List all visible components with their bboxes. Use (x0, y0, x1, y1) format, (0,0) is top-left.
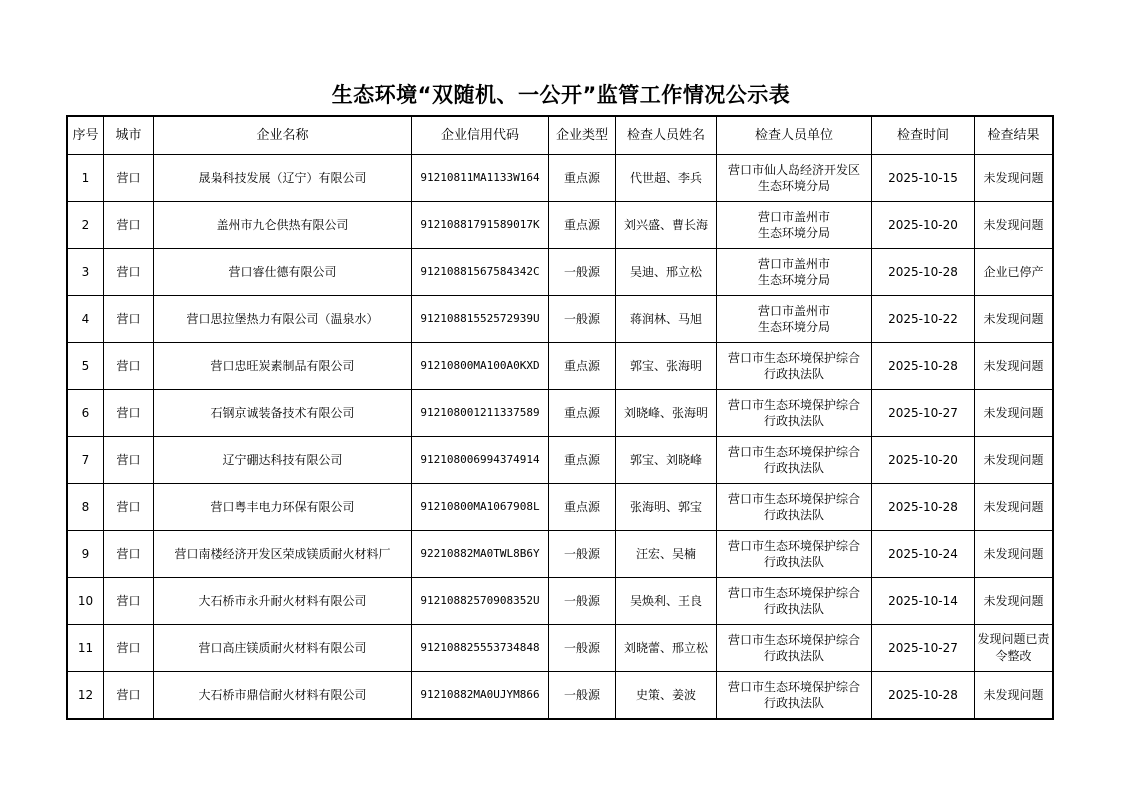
cell-date: 2025-10-27 (872, 625, 975, 672)
cell-unit: 营口市生态环境保护综合 行政执法队 (717, 343, 872, 390)
cell-type: 重点源 (549, 343, 616, 390)
table-row (68, 578, 1053, 625)
table-row (68, 437, 1053, 484)
cell-result: 未发现问题 (975, 155, 1053, 202)
cell-result: 发现问题已责令整改 (975, 625, 1053, 672)
table-row (68, 484, 1053, 531)
cell-date: 2025-10-28 (872, 343, 975, 390)
cell-no: 4 (68, 296, 104, 343)
cell-credit-code: 91210882555373484​8 (412, 625, 549, 672)
header-unit: 检查人员单位 (717, 117, 872, 155)
cell-type: 一般源 (549, 578, 616, 625)
cell-no: 8 (68, 484, 104, 531)
cell-company: 营口南楼经济开发区荣成镁质耐火材料厂 (154, 531, 412, 578)
cell-company: 营口高庄镁质耐火材料有限公司 (154, 625, 412, 672)
cell-unit: 营口市盖州市 生态环境分局 (717, 296, 872, 343)
cell-company: 营口思拉堡热力有限公司（温泉水） (154, 296, 412, 343)
cell-result: 未发现问题 (975, 484, 1053, 531)
header-type: 企业类型 (549, 117, 616, 155)
cell-credit-code: 91210882MA0UJYM866 (412, 672, 549, 719)
cell-result: 未发现问题 (975, 531, 1053, 578)
cell-type: 重点源 (549, 202, 616, 249)
cell-inspectors: 刘兴盛、曹长海 (616, 202, 717, 249)
cell-inspectors: 吴迪、邢立松 (616, 249, 717, 296)
cell-inspectors: 史策、姜波 (616, 672, 717, 719)
cell-no: 1 (68, 155, 104, 202)
cell-unit: 营口市盖州市 生态环境分局 (717, 249, 872, 296)
cell-city: 营口 (104, 531, 154, 578)
cell-no: 9 (68, 531, 104, 578)
cell-result: 未发现问题 (975, 202, 1053, 249)
cell-credit-code: 91210881552572939U (412, 296, 549, 343)
header-result: 检查结果 (975, 117, 1053, 155)
cell-no: 7 (68, 437, 104, 484)
cell-type: 一般源 (549, 296, 616, 343)
cell-inspectors: 代世超、李兵 (616, 155, 717, 202)
cell-company: 营口忠旺炭素制品有限公司 (154, 343, 412, 390)
cell-result: 企业已停产 (975, 249, 1053, 296)
cell-date: 2025-10-28 (872, 672, 975, 719)
table-row (68, 531, 1053, 578)
header-city: 城市 (104, 117, 154, 155)
cell-unit: 营口市生态环境保护综合 行政执法队 (717, 437, 872, 484)
cell-inspectors: 刘晓峰、张海明 (616, 390, 717, 437)
cell-date: 2025-10-15 (872, 155, 975, 202)
cell-city: 营口 (104, 155, 154, 202)
table-header-row (68, 117, 1053, 155)
cell-inspectors: 蒋润林、马旭 (616, 296, 717, 343)
cell-inspectors: 郭宝、张海明 (616, 343, 717, 390)
cell-type: 重点源 (549, 390, 616, 437)
header-date: 检查时间 (872, 117, 975, 155)
cell-type: 一般源 (549, 625, 616, 672)
cell-type: 重点源 (549, 437, 616, 484)
cell-company: 辽宁硼达科技有限公司 (154, 437, 412, 484)
cell-city: 营口 (104, 484, 154, 531)
cell-city: 营口 (104, 437, 154, 484)
cell-city: 营口 (104, 343, 154, 390)
cell-result: 未发现问题 (975, 672, 1053, 719)
cell-date: 2025-10-24 (872, 531, 975, 578)
cell-date: 2025-10-28 (872, 484, 975, 531)
cell-city: 营口 (104, 202, 154, 249)
table-row (68, 343, 1053, 390)
cell-company: 大石桥市永升耐火材料有限公司 (154, 578, 412, 625)
cell-no: 2 (68, 202, 104, 249)
cell-no: 6 (68, 390, 104, 437)
table-row (68, 390, 1053, 437)
cell-credit-code: 91210800MA100A0KXD (412, 343, 549, 390)
cell-type: 重点源 (549, 484, 616, 531)
cell-date: 2025-10-28 (872, 249, 975, 296)
cell-credit-code: 91210811MA1133W164 (412, 155, 549, 202)
table-row (68, 672, 1053, 719)
table-row (68, 296, 1053, 343)
cell-type: 重点源 (549, 155, 616, 202)
cell-company: 营口睿仕德有限公司 (154, 249, 412, 296)
cell-date: 2025-10-27 (872, 390, 975, 437)
cell-type: 一般源 (549, 249, 616, 296)
cell-result: 未发现问题 (975, 343, 1053, 390)
cell-unit: 营口市生态环境保护综合 行政执法队 (717, 625, 872, 672)
cell-credit-code: 91210800699437491​4 (412, 437, 549, 484)
table-row (68, 249, 1053, 296)
cell-company: 大石桥市鼎信耐火材料有限公司 (154, 672, 412, 719)
cell-inspectors: 吴焕利、王良 (616, 578, 717, 625)
header-credit-code: 企业信用代码 (412, 117, 549, 155)
cell-credit-code: 91210881567584342C (412, 249, 549, 296)
cell-type: 一般源 (549, 672, 616, 719)
cell-no: 10 (68, 578, 104, 625)
cell-date: 2025-10-20 (872, 437, 975, 484)
cell-inspectors: 张海明、郭宝 (616, 484, 717, 531)
cell-result: 未发现问题 (975, 296, 1053, 343)
cell-date: 2025-10-14 (872, 578, 975, 625)
cell-no: 11 (68, 625, 104, 672)
cell-result: 未发现问题 (975, 437, 1053, 484)
cell-company: 营口粤丰电力环保有限公司 (154, 484, 412, 531)
header-inspectors: 检查人员姓名 (616, 117, 717, 155)
cell-credit-code: 91210881791589017K (412, 202, 549, 249)
cell-unit: 营口市盖州市 生态环境分局 (717, 202, 872, 249)
cell-unit: 营口市生态环境保护综合 行政执法队 (717, 390, 872, 437)
cell-company: 盖州市九仑供热有限公司 (154, 202, 412, 249)
table-row (68, 202, 1053, 249)
cell-date: 2025-10-22 (872, 296, 975, 343)
cell-city: 营口 (104, 390, 154, 437)
header-company: 企业名称 (154, 117, 412, 155)
cell-no: 5 (68, 343, 104, 390)
table-row (68, 155, 1053, 202)
cell-type: 一般源 (549, 531, 616, 578)
cell-no: 3 (68, 249, 104, 296)
cell-company: 石钢京诚装备技术有限公司 (154, 390, 412, 437)
inspection-table (67, 116, 1053, 719)
cell-credit-code: 91210800MA1067908L (412, 484, 549, 531)
cell-city: 营口 (104, 249, 154, 296)
cell-result: 未发现问题 (975, 390, 1053, 437)
cell-credit-code: 91210882570908352U (412, 578, 549, 625)
cell-inspectors: 郭宝、刘晓峰 (616, 437, 717, 484)
cell-no: 12 (68, 672, 104, 719)
header-no: 序号 (68, 117, 104, 155)
cell-inspectors: 汪宏、吴楠 (616, 531, 717, 578)
page-title: 生态环境“双随机、一公开”监管工作情况公示表 (331, 83, 791, 107)
cell-unit: 营口市生态环境保护综合 行政执法队 (717, 578, 872, 625)
table-row (68, 625, 1053, 672)
cell-unit: 营口市生态环境保护综合 行政执法队 (717, 484, 872, 531)
cell-credit-code: 92210882MA0TWL8B6Y (412, 531, 549, 578)
cell-inspectors: 刘晓蕾、邢立松 (616, 625, 717, 672)
cell-unit: 营口市生态环境保护综合 行政执法队 (717, 531, 872, 578)
cell-date: 2025-10-20 (872, 202, 975, 249)
cell-city: 营口 (104, 296, 154, 343)
cell-credit-code: 91210800121133758​9 (412, 390, 549, 437)
cell-unit: 营口市生态环境保护综合 行政执法队 (717, 672, 872, 719)
cell-result: 未发现问题 (975, 578, 1053, 625)
cell-city: 营口 (104, 672, 154, 719)
cell-city: 营口 (104, 625, 154, 672)
cell-city: 营口 (104, 578, 154, 625)
cell-company: 晟枭科技发展（辽宁）有限公司 (154, 155, 412, 202)
cell-unit: 营口市仙人岛经济开发区 生态环境分局 (717, 155, 872, 202)
